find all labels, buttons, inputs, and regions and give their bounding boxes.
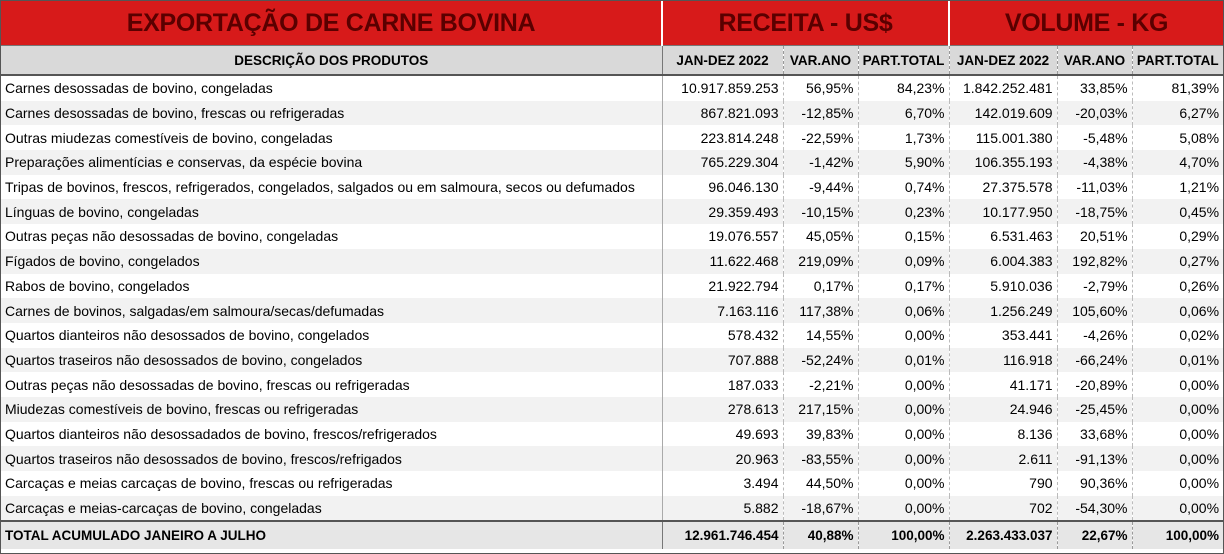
row-description: Línguas de bovino, congeladas — [1, 199, 662, 224]
row-volume-share: 0,00% — [1132, 422, 1223, 447]
row-revenue-var: 117,38% — [783, 298, 858, 323]
header-volume-period: JAN-DEZ 2022 — [949, 46, 1057, 76]
row-revenue: 19.076.557 — [662, 224, 783, 249]
row-revenue: 707.888 — [662, 348, 783, 373]
row-revenue-share: 0,00% — [858, 323, 949, 348]
row-volume-var: 20,51% — [1057, 224, 1132, 249]
row-revenue-share: 0,01% — [858, 348, 949, 373]
row-revenue-var: -83,55% — [783, 446, 858, 471]
row-volume-share: 0,00% — [1132, 446, 1223, 471]
row-revenue-var: -2,21% — [783, 372, 858, 397]
row-revenue: 867.821.093 — [662, 101, 783, 126]
row-revenue-var: 0,17% — [783, 274, 858, 299]
table-row — [1, 397, 1223, 422]
table-row — [1, 471, 1223, 496]
row-volume-share: 0,00% — [1132, 471, 1223, 496]
row-revenue: 29.359.493 — [662, 199, 783, 224]
total-row — [1, 521, 1223, 549]
row-revenue: 3.494 — [662, 471, 783, 496]
row-volume-var: -20,89% — [1057, 372, 1132, 397]
row-revenue-share: 0,00% — [858, 496, 949, 522]
row-volume-var: 105,60% — [1057, 298, 1132, 323]
row-volume-var: -91,13% — [1057, 446, 1132, 471]
total-revenue-share: 100,00% — [858, 521, 949, 549]
row-revenue-var: 219,09% — [783, 249, 858, 274]
row-volume: 142.019.609 — [949, 101, 1057, 126]
row-description: Outras peças não desossadas de bovino, congeladas — [1, 224, 662, 249]
row-description: Preparações alimentícias e conservas, da espécie bovina — [1, 150, 662, 175]
table-title: EXPORTAÇÃO DE CARNE BOVINA — [1, 1, 662, 46]
row-volume-var: 90,36% — [1057, 471, 1132, 496]
row-volume-var: -20,03% — [1057, 101, 1132, 126]
row-volume-share: 0,06% — [1132, 298, 1223, 323]
row-volume-var: -18,75% — [1057, 199, 1132, 224]
row-revenue-share: 0,17% — [858, 274, 949, 299]
row-description: Fígados de bovino, congelados — [1, 249, 662, 274]
row-volume-var: 33,85% — [1057, 75, 1132, 101]
row-revenue-var: -22,59% — [783, 125, 858, 150]
table-row — [1, 101, 1223, 126]
header-revenue-period: JAN-DEZ 2022 — [662, 46, 783, 76]
header-volume-share: PART.TOTAL — [1132, 46, 1223, 76]
row-volume: 702 — [949, 496, 1057, 522]
row-volume-share: 0,00% — [1132, 496, 1223, 522]
row-revenue-var: -12,85% — [783, 101, 858, 126]
row-revenue-share: 84,23% — [858, 75, 949, 101]
row-volume: 6.531.463 — [949, 224, 1057, 249]
row-volume-share: 0,45% — [1132, 199, 1223, 224]
row-volume-var: 33,68% — [1057, 422, 1132, 447]
total-revenue: 12.961.746.454 — [662, 521, 783, 549]
column-header-row — [1, 46, 1223, 76]
row-volume: 1.256.249 — [949, 298, 1057, 323]
table-row — [1, 199, 1223, 224]
row-volume-var: -11,03% — [1057, 175, 1132, 200]
row-description: Carcaças e meias carcaças de bovino, frescas ou refrigeradas — [1, 471, 662, 496]
title-row — [1, 1, 1223, 46]
volume-group-title: VOLUME - KG — [949, 1, 1223, 46]
row-revenue: 278.613 — [662, 397, 783, 422]
row-description: Carnes desossadas de bovino, congeladas — [1, 75, 662, 101]
total-volume: 2.263.433.037 — [949, 521, 1057, 549]
total-volume-share: 100,00% — [1132, 521, 1223, 549]
table-row — [1, 150, 1223, 175]
row-revenue-share: 0,15% — [858, 224, 949, 249]
table-row — [1, 323, 1223, 348]
table-row — [1, 422, 1223, 447]
row-revenue: 578.432 — [662, 323, 783, 348]
row-volume: 24.946 — [949, 397, 1057, 422]
row-volume-share: 0,00% — [1132, 372, 1223, 397]
row-volume-share: 0,26% — [1132, 274, 1223, 299]
row-revenue-var: 44,50% — [783, 471, 858, 496]
row-description: Miudezas comestíveis de bovino, frescas ou refrigeradas — [1, 397, 662, 422]
row-revenue: 10.917.859.253 — [662, 75, 783, 101]
row-volume: 8.136 — [949, 422, 1057, 447]
row-revenue: 223.814.248 — [662, 125, 783, 150]
row-volume-var: -54,30% — [1057, 496, 1132, 522]
row-volume: 6.004.383 — [949, 249, 1057, 274]
row-volume-share: 6,27% — [1132, 101, 1223, 126]
row-volume: 106.355.193 — [949, 150, 1057, 175]
table-row — [1, 348, 1223, 373]
table-row — [1, 298, 1223, 323]
row-revenue-var: 39,83% — [783, 422, 858, 447]
table-body — [1, 75, 1223, 521]
row-revenue-share: 0,00% — [858, 372, 949, 397]
row-volume-var: -4,38% — [1057, 150, 1132, 175]
row-revenue: 20.963 — [662, 446, 783, 471]
row-revenue-var: -18,67% — [783, 496, 858, 522]
row-description: Carcaças e meias-carcaças de bovino, congeladas — [1, 496, 662, 522]
row-revenue-share: 5,90% — [858, 150, 949, 175]
table-row — [1, 496, 1223, 522]
row-volume: 1.842.252.481 — [949, 75, 1057, 101]
header-volume-var: VAR.ANO — [1057, 46, 1132, 76]
table-row — [1, 446, 1223, 471]
row-revenue-share: 0,09% — [858, 249, 949, 274]
table-row — [1, 372, 1223, 397]
row-volume-share: 0,00% — [1132, 397, 1223, 422]
beef-export-table — [1, 1, 1223, 549]
table-row — [1, 274, 1223, 299]
row-revenue: 96.046.130 — [662, 175, 783, 200]
row-revenue-var: 217,15% — [783, 397, 858, 422]
row-volume-share: 0,29% — [1132, 224, 1223, 249]
total-revenue-var: 40,88% — [783, 521, 858, 549]
row-volume-var: -25,45% — [1057, 397, 1132, 422]
header-revenue-var: VAR.ANO — [783, 46, 858, 76]
row-revenue-var: 14,55% — [783, 323, 858, 348]
row-revenue-share: 0,00% — [858, 397, 949, 422]
row-revenue: 7.163.116 — [662, 298, 783, 323]
row-revenue-share: 0,23% — [858, 199, 949, 224]
row-description: Rabos de bovino, congelados — [1, 274, 662, 299]
row-volume: 790 — [949, 471, 1057, 496]
row-volume: 353.441 — [949, 323, 1057, 348]
row-volume-share: 0,02% — [1132, 323, 1223, 348]
total-description: TOTAL ACUMULADO JANEIRO A JULHO — [1, 521, 662, 549]
row-volume-share: 1,21% — [1132, 175, 1223, 200]
row-volume-var: 192,82% — [1057, 249, 1132, 274]
row-volume-share: 0,27% — [1132, 249, 1223, 274]
row-volume-var: -4,26% — [1057, 323, 1132, 348]
row-volume: 27.375.578 — [949, 175, 1057, 200]
row-revenue-var: -10,15% — [783, 199, 858, 224]
table-row — [1, 249, 1223, 274]
row-description: Outras peças não desossadas de bovino, frescas ou refrigeradas — [1, 372, 662, 397]
row-volume: 115.001.380 — [949, 125, 1057, 150]
row-description: Quartos dianteiros não desossados de bovino, congelados — [1, 323, 662, 348]
row-description: Carnes desossadas de bovino, frescas ou refrigeradas — [1, 101, 662, 126]
row-revenue-var: 45,05% — [783, 224, 858, 249]
row-revenue: 5.882 — [662, 496, 783, 522]
row-description: Quartos dianteiros não desossadados de bovino, frescos/refrigerados — [1, 422, 662, 447]
revenue-group-title: RECEITA - US$ — [662, 1, 949, 46]
row-volume-var: -66,24% — [1057, 348, 1132, 373]
row-volume-var: -5,48% — [1057, 125, 1132, 150]
row-volume: 2.611 — [949, 446, 1057, 471]
row-volume: 10.177.950 — [949, 199, 1057, 224]
row-revenue: 11.622.468 — [662, 249, 783, 274]
row-description: Tripas de bovinos, frescos, refrigerados, congelados, salgados ou em salmoura, secos ou defumados — [1, 175, 662, 200]
row-description: Outras miudezas comestíveis de bovino, congeladas — [1, 125, 662, 150]
row-revenue-share: 0,00% — [858, 471, 949, 496]
row-revenue-share: 0,06% — [858, 298, 949, 323]
row-revenue: 765.229.304 — [662, 150, 783, 175]
row-volume: 41.171 — [949, 372, 1057, 397]
row-revenue-var: -52,24% — [783, 348, 858, 373]
total-volume-var: 22,67% — [1057, 521, 1132, 549]
row-volume-share: 5,08% — [1132, 125, 1223, 150]
row-volume-share: 4,70% — [1132, 150, 1223, 175]
row-revenue: 21.922.794 — [662, 274, 783, 299]
header-description: DESCRIÇÃO DOS PRODUTOS — [1, 46, 662, 76]
row-volume: 5.910.036 — [949, 274, 1057, 299]
header-revenue-share: PART.TOTAL — [858, 46, 949, 76]
row-volume-var: -2,79% — [1057, 274, 1132, 299]
row-revenue-var: -9,44% — [783, 175, 858, 200]
row-revenue-share: 0,00% — [858, 446, 949, 471]
row-volume-share: 81,39% — [1132, 75, 1223, 101]
row-revenue-share: 1,73% — [858, 125, 949, 150]
table-row — [1, 125, 1223, 150]
row-revenue: 49.693 — [662, 422, 783, 447]
row-volume-share: 0,01% — [1132, 348, 1223, 373]
table-row — [1, 224, 1223, 249]
row-revenue-share: 6,70% — [858, 101, 949, 126]
row-revenue-share: 0,00% — [858, 422, 949, 447]
row-description: Carnes de bovinos, salgadas/em salmoura/secas/defumadas — [1, 298, 662, 323]
row-revenue-var: -1,42% — [783, 150, 858, 175]
row-volume: 116.918 — [949, 348, 1057, 373]
row-description: Quartos traseiros não desossados de bovino, frescos/refrigados — [1, 446, 662, 471]
row-revenue-var: 56,95% — [783, 75, 858, 101]
table-row — [1, 175, 1223, 200]
table-row — [1, 75, 1223, 101]
row-revenue-share: 0,74% — [858, 175, 949, 200]
row-revenue: 187.033 — [662, 372, 783, 397]
row-description: Quartos traseiros não desossados de bovino, congelados — [1, 348, 662, 373]
